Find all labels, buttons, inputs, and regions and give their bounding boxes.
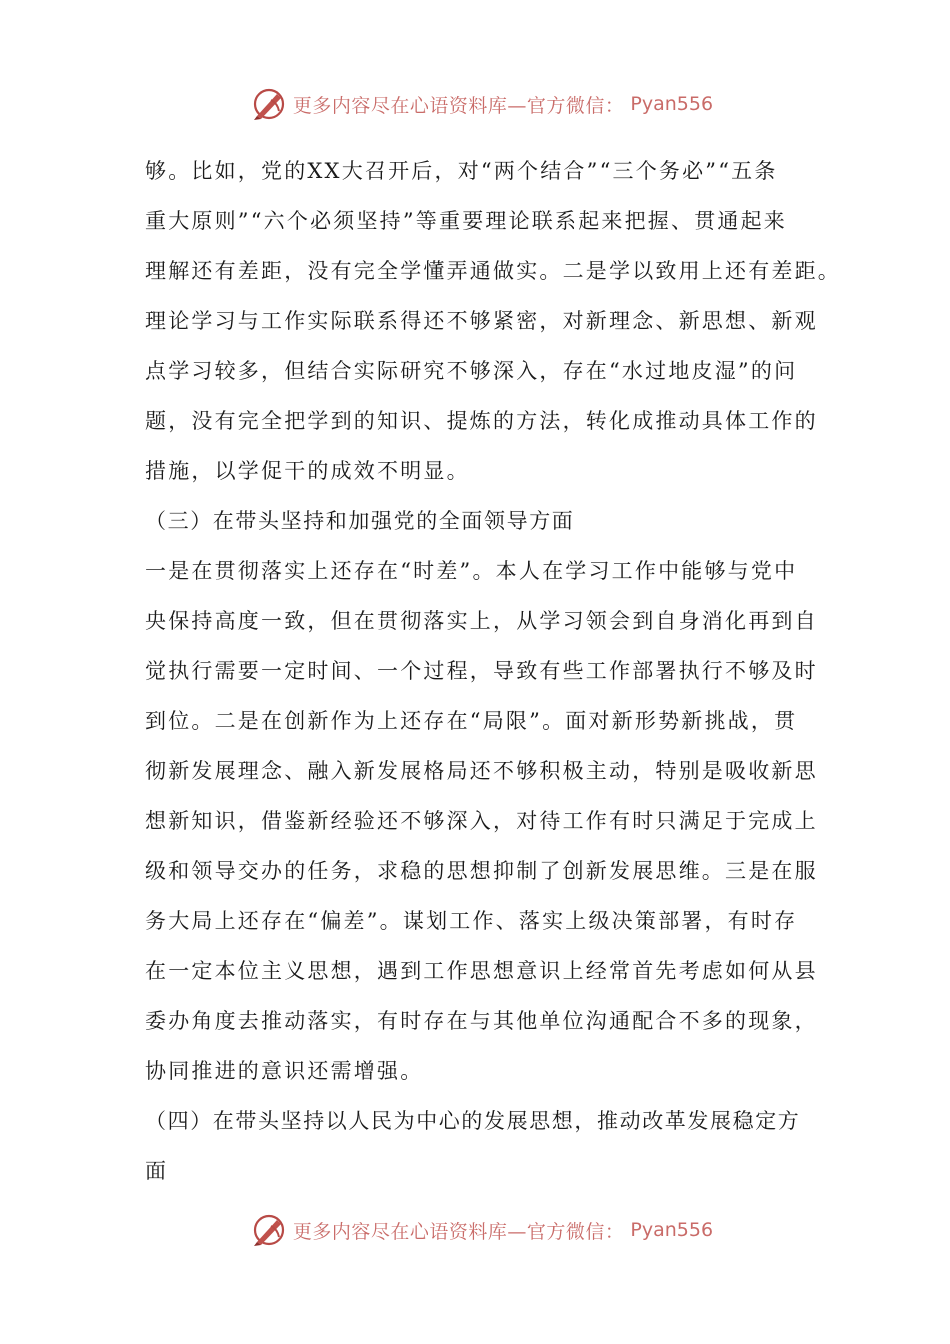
text-line: 觉执行需要一定时间、一个过程，导致有些工作部署执行不够及时 <box>145 659 818 683</box>
text-line: 协同推进的意识还需增强。 <box>145 1059 424 1083</box>
document-body <box>145 146 841 1196</box>
text-line: 级和领导交办的任务，求稳的思想抑制了创新发展思维。三是在服 <box>145 859 818 883</box>
text-line: 在一定本位主义思想，遇到工作思想意识上经常首先考虑如何从县 <box>145 959 818 983</box>
pen-logo-icon <box>251 1212 287 1248</box>
text-line: 面 <box>145 1159 169 1183</box>
text-line: 到位。二是在创新作为上还存在“局限”。面对新形势新挑战，贯 <box>145 709 798 733</box>
text-line: 彻新发展理念、融入新发展格局还不够积极主动，特别是吸收新思 <box>145 759 818 783</box>
pen-logo-icon <box>251 86 287 122</box>
text-line: 措施，以学促干的成效不明显。 <box>145 459 470 483</box>
watermark-text: 更多内容尽在心语资料库—官方微信： <box>292 94 625 117</box>
text-line: 够。比如，党的XX大召开后，对“两个结合”“三个务必”“五条 <box>145 159 778 183</box>
section-heading-3: （三）在带头坚持和加强党的全面领导方面 <box>145 509 575 533</box>
header-watermark <box>0 84 950 124</box>
text-line: 委办角度去推动落实，有时存在与其他单位沟通配合不多的现象， <box>145 1009 818 1033</box>
text-line: 重大原则”“六个必须坚持”等重要理论联系起来把握、贯通起来 <box>145 209 788 233</box>
footer-watermark <box>0 1210 950 1250</box>
text-line: 理解还有差距，没有完全学懂弄通做实。二是学以致用上还有差距。 <box>145 259 841 283</box>
watermark-wechat-id: Pyan556 <box>630 93 714 115</box>
text-line: 一是在贯彻落实上还存在“时差”。本人在学习工作中能够与党中 <box>145 559 798 583</box>
text-line: 想新知识，借鉴新经验还不够深入，对待工作有时只满足于完成上 <box>145 809 818 833</box>
text-line: 点学习较多，但结合实际研究不够深入，存在“水过地皮湿”的问 <box>145 359 798 383</box>
text-line: 题，没有完全把学到的知识、提炼的方法，转化成推动具体工作的 <box>145 409 818 433</box>
watermark-wechat-id: Pyan556 <box>630 1219 714 1241</box>
text-line: 央保持高度一致，但在贯彻落实上，从学习领会到自身消化再到自 <box>145 609 818 633</box>
text-line: 务大局上还存在“偏差”。谋划工作、落实上级决策部署，有时存 <box>145 909 798 933</box>
section-heading-4: （四）在带头坚持以人民为中心的发展思想，推动改革发展稳定方 <box>145 1109 801 1133</box>
text-line: 理论学习与工作实际联系得还不够紧密，对新理念、新思想、新观 <box>145 309 818 333</box>
watermark-text: 更多内容尽在心语资料库—官方微信： <box>292 1220 625 1243</box>
